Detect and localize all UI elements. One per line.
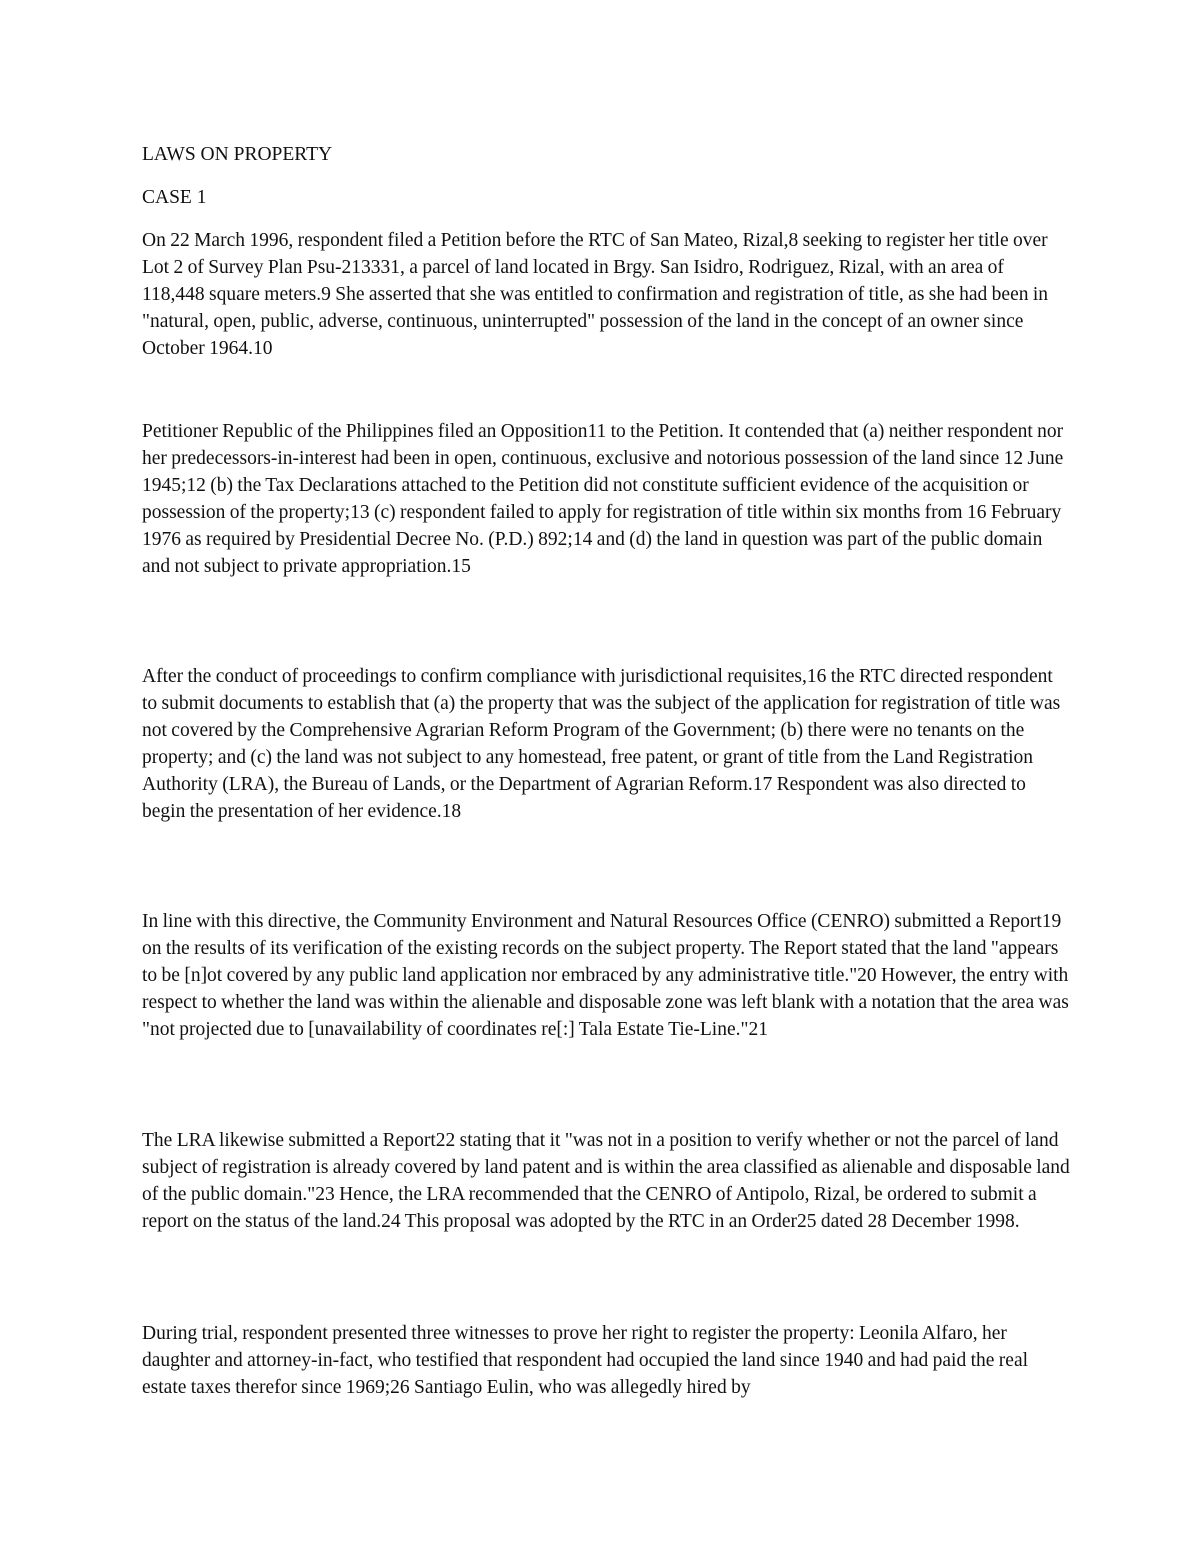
paragraph-3: After the conduct of proceedings to confirm compliance with jurisdictional requisites,16 the RTC directed respondent to submit documents to establish that (a) the property that was the subject of the application for registration of title was not covered by the Comprehensive Agrarian Reform Program of the Government; (b) there were no tenants on the property; and (c) the land was not subject to any homestead, free patent, or grant of title from the Land Registration Authority (LRA), the Bureau of Lands, or the Department of Agrarian Reform.17 Respondent was also directed to begin the presentation of her evidence.18: [142, 666, 1061, 822]
paragraph-1: On 22 March 1996, respondent filed a Petition before the RTC of San Mateo, Rizal,8 seeking to register her title over Lot 2 of Survey Plan Psu-213331, a parcel of land located in Brgy. San Isidro, Rodriguez, Rizal, with an area of 118,448 square meters.9 She asserted that she was entitled to confirmation and registration of title, as she had been in "natural, open, public, adverse, continuous, uninterrupted" possession of the land in the concept of an owner since October 1964.10: [142, 230, 1049, 359]
document-title: LAWS ON PROPERTY: [142, 144, 333, 165]
paragraph-2: Petitioner Republic of the Philippines filed an Opposition11 to the Petition. It contended that (a) neither respondent nor her predecessors-in-interest had been in open, continuous, exclusive and notorious possession of the land since 12 June 1945;12 (b) the Tax Declarations attached to the Petition did not constitute sufficient evidence of the acquisition or possession of the property;13 (c) respondent failed to apply for registration of title within six months from 16 February 1976 as required by Presidential Decree No. (P.D.) 892;14 and (d) the land in question was part of the public domain and not subject to private appropriation.15: [142, 421, 1064, 577]
paragraph-6: During trial, respondent presented three witnesses to prove her right to register the property: Leonila Alfaro, her daughter and attorney-in-fact, who testified that respondent had occupied the land since 1940 and had paid the real estate taxes therefor since 1969;26 Santiago Eulin, who was allegedly hired by: [142, 1323, 1029, 1398]
paragraph-5: The LRA likewise submitted a Report22 stating that it "was not in a position to verify whether or not the parcel of land subject of registration is already covered by land patent and is within the area classified as alienable and disposable land of the public domain."23 Hence, the LRA recommended that the CENRO of Antipolo, Rizal, be ordered to submit a report on the status of the land.24 This proposal was adopted by the RTC in an Order25 dated 28 December 1998.: [142, 1130, 1070, 1232]
case-label: CASE 1: [142, 187, 207, 208]
paragraph-4: In line with this directive, the Community Environment and Natural Resources Office (CENRO) submitted a Report19 on the results of its verification of the existing records on the subject property. The Report stated that the land "appears to be [n]ot covered by any public land application nor embraced by any administrative title."20 However, the entry with respect to whether the land was within the alienable and disposable zone was left blank with a notation that the area was "not projected due to [unavailability of coordinates re[:] Tala Estate Tie-Line."21: [142, 911, 1069, 1040]
